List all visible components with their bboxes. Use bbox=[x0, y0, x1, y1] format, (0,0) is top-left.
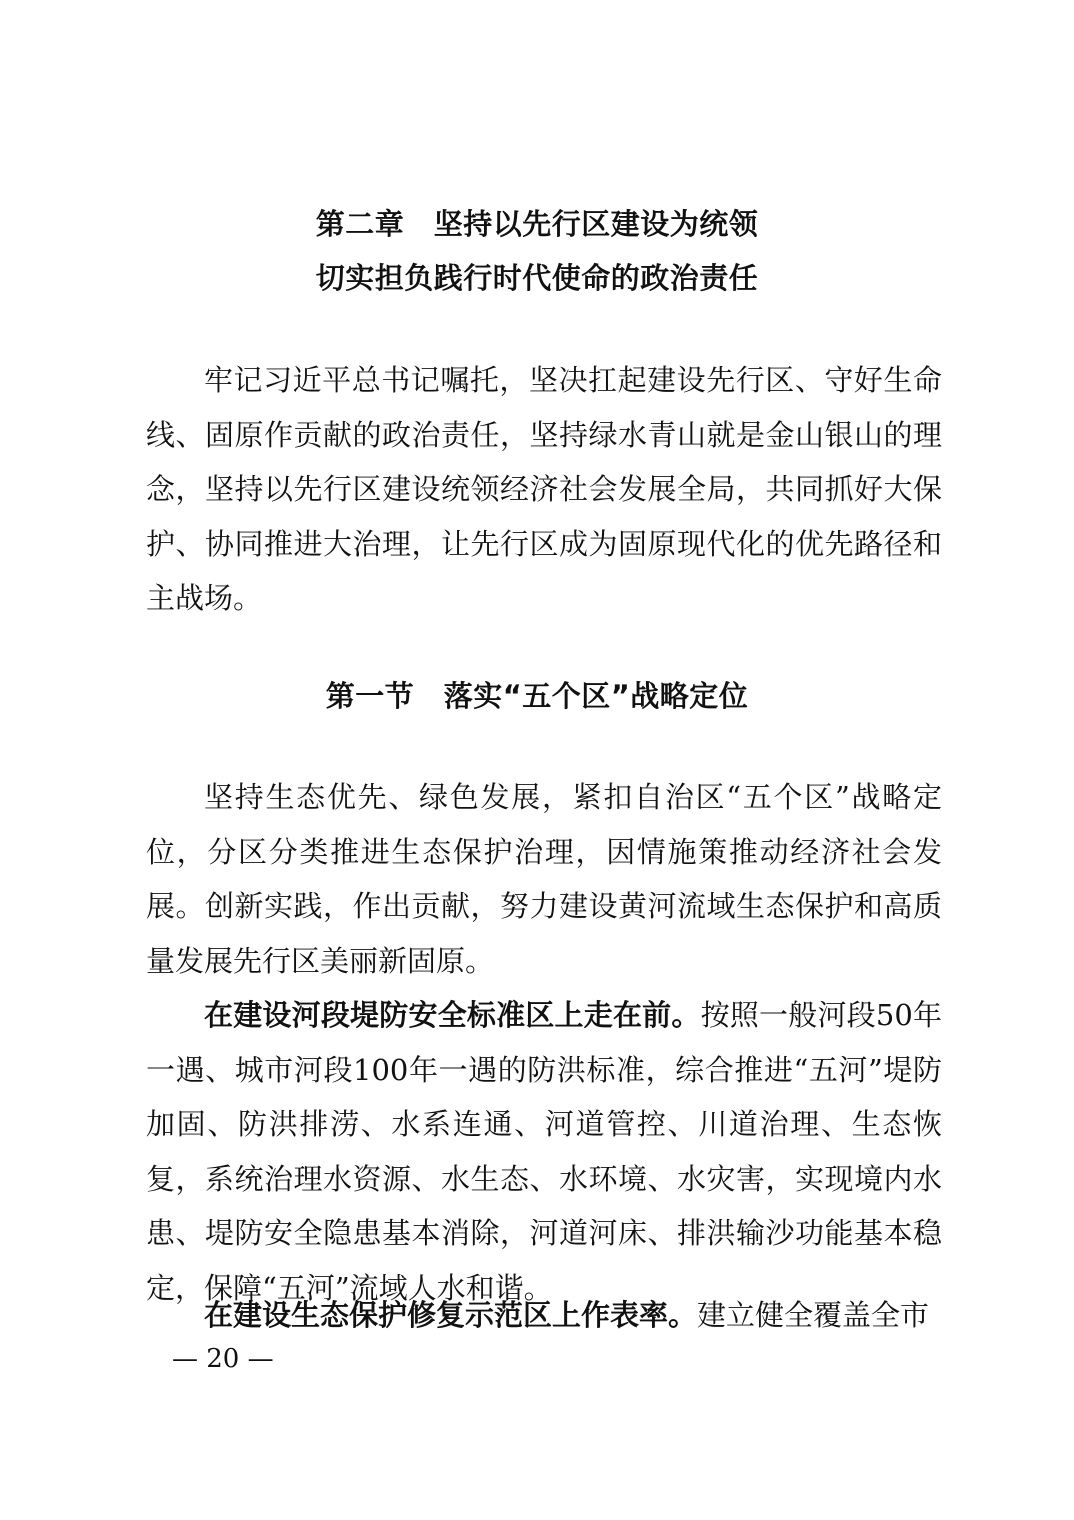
chapter-title-line1: 第二章 坚持以先行区建设为统领 bbox=[315, 207, 759, 241]
item1-paragraph bbox=[146, 988, 942, 1315]
item2-paragraph bbox=[146, 1288, 942, 1343]
chapter-title-line2: 切实担负践行时代使命的政治责任 bbox=[315, 261, 759, 295]
page-number: — 20 — bbox=[172, 1344, 274, 1374]
item2-body: 建立健全覆盖全市 bbox=[697, 1298, 930, 1332]
section-intro-text: 坚持生态优先、绿色发展，紧扣自治区“五个区”战略定位，分区分类推进生态保护治理，因情施策推动经济社会发展。创新实践，作出贡献，努力建设黄河流域生态保护和高质量发展先行区美丽新固原。 bbox=[146, 780, 942, 978]
chapter-intro-paragraph bbox=[146, 353, 942, 626]
section-intro-paragraph bbox=[146, 770, 942, 988]
section-title: 第一节 落实“五个区”战略定位 bbox=[325, 679, 749, 713]
item2-lead: 在建设生态保护修复示范区上作表率。 bbox=[204, 1298, 698, 1332]
item1-lead: 在建设河段堤防安全标准区上走在前。 bbox=[204, 998, 701, 1032]
chapter-intro-text: 牢记习近平总书记嘱托，坚决扛起建设先行区、守好生命线、固原作贡献的政治责任，坚持绿水青山就是金山银山的理念，坚持以先行区建设统领经济社会发展全局，共同抓好大保护、协同推进大治理，让先行区成为固原现代化的优先路径和主战场。 bbox=[146, 363, 942, 615]
item1-body: 按照一般河段50年一遇、城市河段100年一遇的防洪标准，综合推进“五河”堤防加固、防洪排涝、水系连通、河道管控、川道治理、生态恢复，系统治理水资源、水生态、水环境、水灾害，实现境内水患、堤防安全隐患基本消除，河道河床、排洪输沙功能基本稳定，保障“五河”流域人水和谐。 bbox=[146, 998, 942, 1305]
